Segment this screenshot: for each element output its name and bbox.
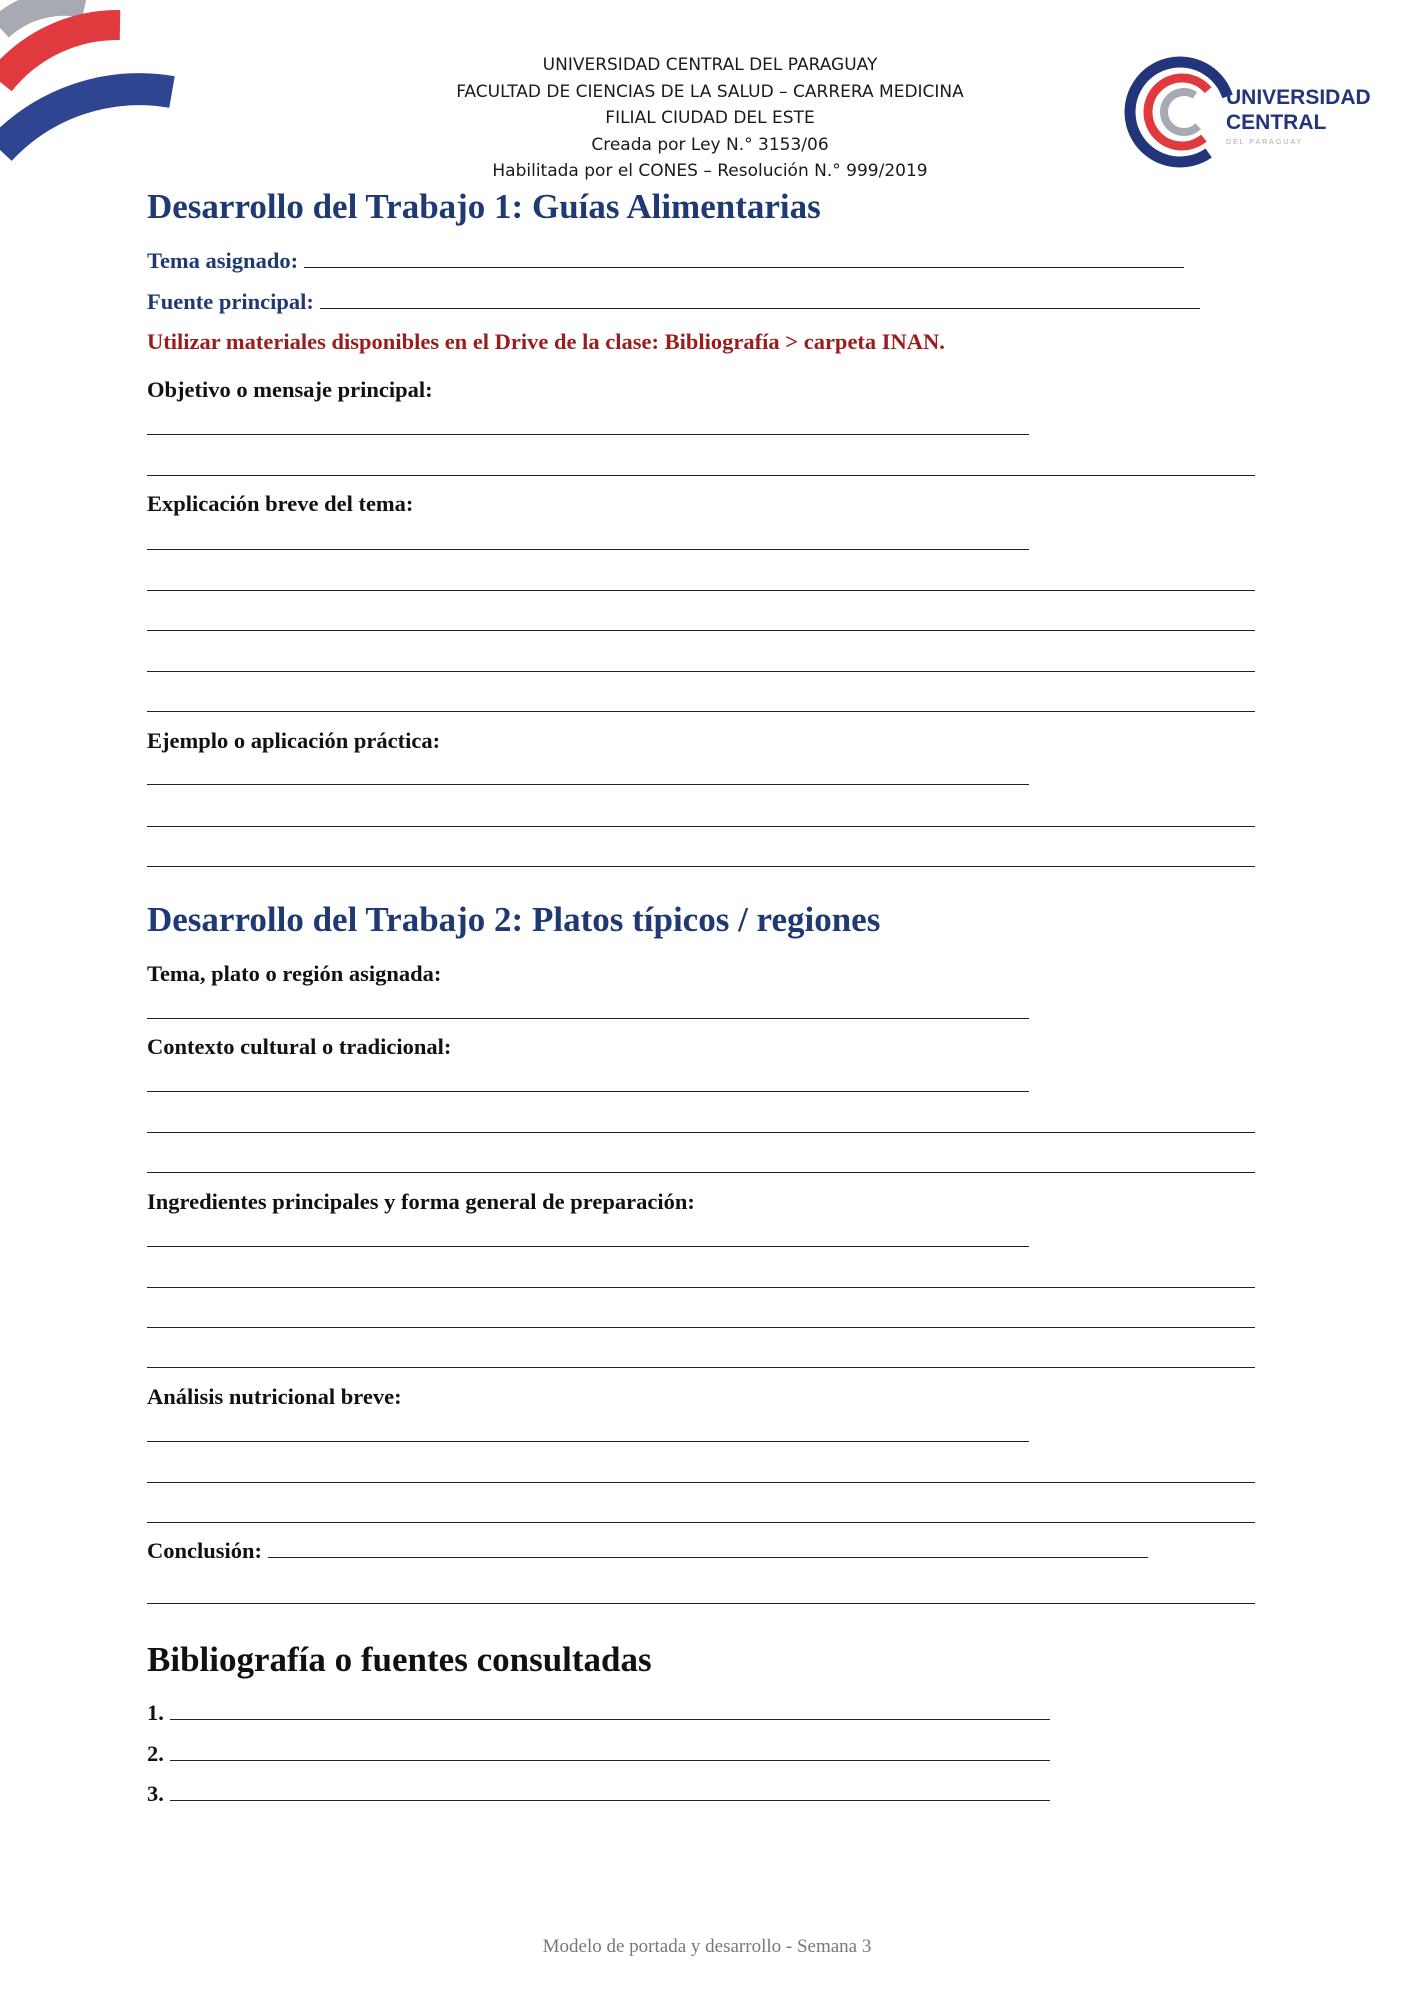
tema-asignado-row [147, 248, 1184, 274]
contexto-label: Contexto cultural o tradicional: [147, 1034, 452, 1059]
ejemplo-label: Ejemplo o aplicación práctica: [147, 728, 441, 753]
header-line-faculty: FACULTAD DE CIENCIAS DE LA SALUD – CARRERA MEDICINA [456, 81, 964, 102]
objetivo-line-2[interactable] [147, 475, 1255, 476]
bibliography-item-number: 1. [147, 1700, 164, 1725]
analisis-line-1[interactable] [147, 1441, 1029, 1442]
ingredientes-line-4[interactable] [147, 1367, 1255, 1368]
objetivo-line-1[interactable] [147, 434, 1029, 435]
university-logo [1120, 52, 1390, 172]
analisis-line-3[interactable] [147, 1522, 1255, 1523]
bibliography-item-number: 2. [147, 1741, 164, 1766]
bibliography-title: Bibliografía o fuentes consultadas [147, 1640, 652, 1679]
logo-word-universidad: UNIVERSIDAD [1226, 86, 1371, 109]
tema-plato-label: Tema, plato o región asignada: [147, 961, 442, 986]
conclusion-row [147, 1538, 1148, 1564]
contexto-line-2[interactable] [147, 1132, 1255, 1133]
ingredientes-line-3[interactable] [147, 1327, 1255, 1328]
bibliography-item-3 [147, 1781, 1050, 1807]
logo-tagline: DEL PARAGUAY [1226, 139, 1304, 146]
conclusion-label: Conclusión: [147, 1538, 263, 1563]
objetivo-label: Objetivo o mensaje principal: [147, 377, 433, 402]
explicacion-line-2[interactable] [147, 590, 1255, 591]
fuente-principal-row [147, 289, 1200, 315]
section2-title: Desarrollo del Trabajo 2: Platos típicos / regiones [147, 900, 881, 939]
bibliography-item-blank[interactable] [170, 1782, 1050, 1801]
fuente-principal-blank[interactable] [320, 290, 1200, 309]
ejemplo-line-3[interactable] [147, 866, 1255, 867]
contexto-line-3[interactable] [147, 1172, 1255, 1173]
section1-title: Desarrollo del Trabajo 1: Guías Alimentarias [147, 187, 821, 226]
tema-plato-line-1[interactable] [147, 1018, 1029, 1019]
header-line-law: Creada por Ley N.° 3153/06 [591, 134, 829, 155]
bibliography-item-blank[interactable] [170, 1742, 1050, 1761]
explicacion-line-4[interactable] [147, 671, 1255, 672]
drive-note: Utilizar materiales disponibles en el Drive de la clase: Bibliografía > carpeta INAN. [147, 329, 945, 354]
bibliography-item-1 [147, 1700, 1050, 1726]
ejemplo-line-2[interactable] [147, 826, 1255, 827]
ingredientes-label: Ingredientes principales y forma general de preparación: [147, 1189, 695, 1214]
conclusion-blank[interactable] [268, 1539, 1148, 1558]
ejemplo-line-1[interactable] [147, 784, 1029, 785]
bibliography-item-2 [147, 1741, 1050, 1767]
tema-asignado-blank[interactable] [304, 249, 1184, 268]
explicacion-label: Explicación breve del tema: [147, 491, 414, 516]
explicacion-line-3[interactable] [147, 630, 1255, 631]
analisis-line-2[interactable] [147, 1482, 1255, 1483]
conclusion-line-2[interactable] [147, 1603, 1255, 1604]
analisis-label: Análisis nutricional breve: [147, 1384, 402, 1409]
institution-header [400, 52, 1020, 185]
explicacion-line-1[interactable] [147, 549, 1029, 550]
ingredientes-line-2[interactable] [147, 1287, 1255, 1288]
bibliography-item-number: 3. [147, 1781, 164, 1806]
logo-word-central: CENTRAL [1226, 111, 1327, 134]
header-line-branch: FILIAL CIUDAD DEL ESTE [605, 108, 815, 128]
ingredientes-line-1[interactable] [147, 1246, 1029, 1247]
bibliography-item-blank[interactable] [170, 1701, 1050, 1720]
fuente-principal-label: Fuente principal: [147, 289, 314, 314]
header-line-resolution: Habilitada por el CONES – Resolución N.° 999/2019 [492, 161, 928, 181]
header-line-university: UNIVERSIDAD CENTRAL DEL PARAGUAY [542, 55, 878, 75]
page-footer: Modelo de portada y desarrollo - Semana 3 [542, 1936, 872, 1957]
explicacion-line-5[interactable] [147, 711, 1255, 712]
contexto-line-1[interactable] [147, 1091, 1029, 1092]
corner-decoration [0, 0, 180, 170]
tema-asignado-label: Tema asignado: [147, 248, 299, 273]
